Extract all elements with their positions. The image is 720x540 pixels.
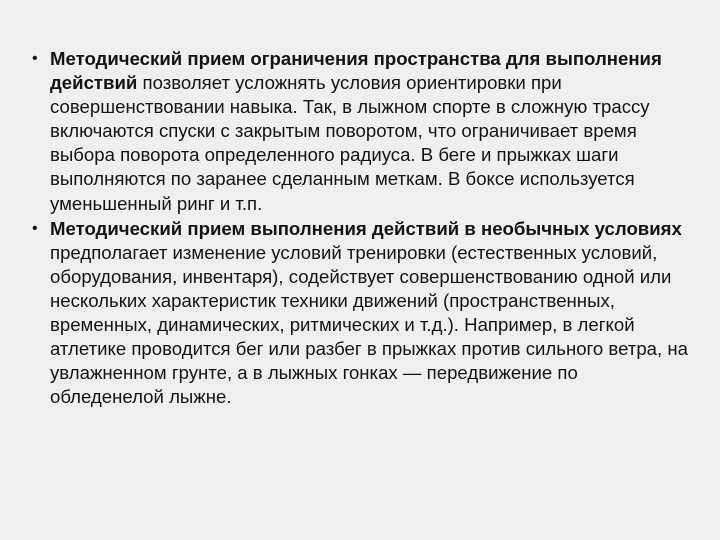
bullet-icon: • <box>32 50 38 67</box>
bullet-icon: • <box>32 219 38 237</box>
bullet-list <box>30 47 694 410</box>
bullet-item-spatial-limitation <box>30 47 694 216</box>
bullet-body-text: позволяет усложнять условия ориентировки при совершенствовании навыка. Так, в лыжном спорте в сложную трассу включаются спуски с закрытым поворотом, что ограничивает время выбора поворота определенного радиуса. В беге и прыжках шаги выполняются по заранее сделанным меткам. В боксе используется уменьшенный ринг и т.п. <box>50 72 650 214</box>
bullet-lead-text: Методический прием ограничения пространства для выполнения действий <box>50 48 662 94</box>
bullet-item-unusual-conditions <box>30 217 694 410</box>
bullet-body-text: предполагает изменение условий тренировки (естественных условий, оборудования, инвентаря), содействует совершенствованию одной или нескольких характеристик техники движений (пространственных, временных, динамических, ритмических и т.д.). Например, в легкой атлетике проводится бег или разбег в прыжках против сильного ветра, на увлажненном грунте, а в лыжных гонках — передвижение по обледенелой лыжне. <box>50 241 688 408</box>
bullet-lead-text: Методический прием выполнения действий в необычных условиях <box>50 217 682 239</box>
